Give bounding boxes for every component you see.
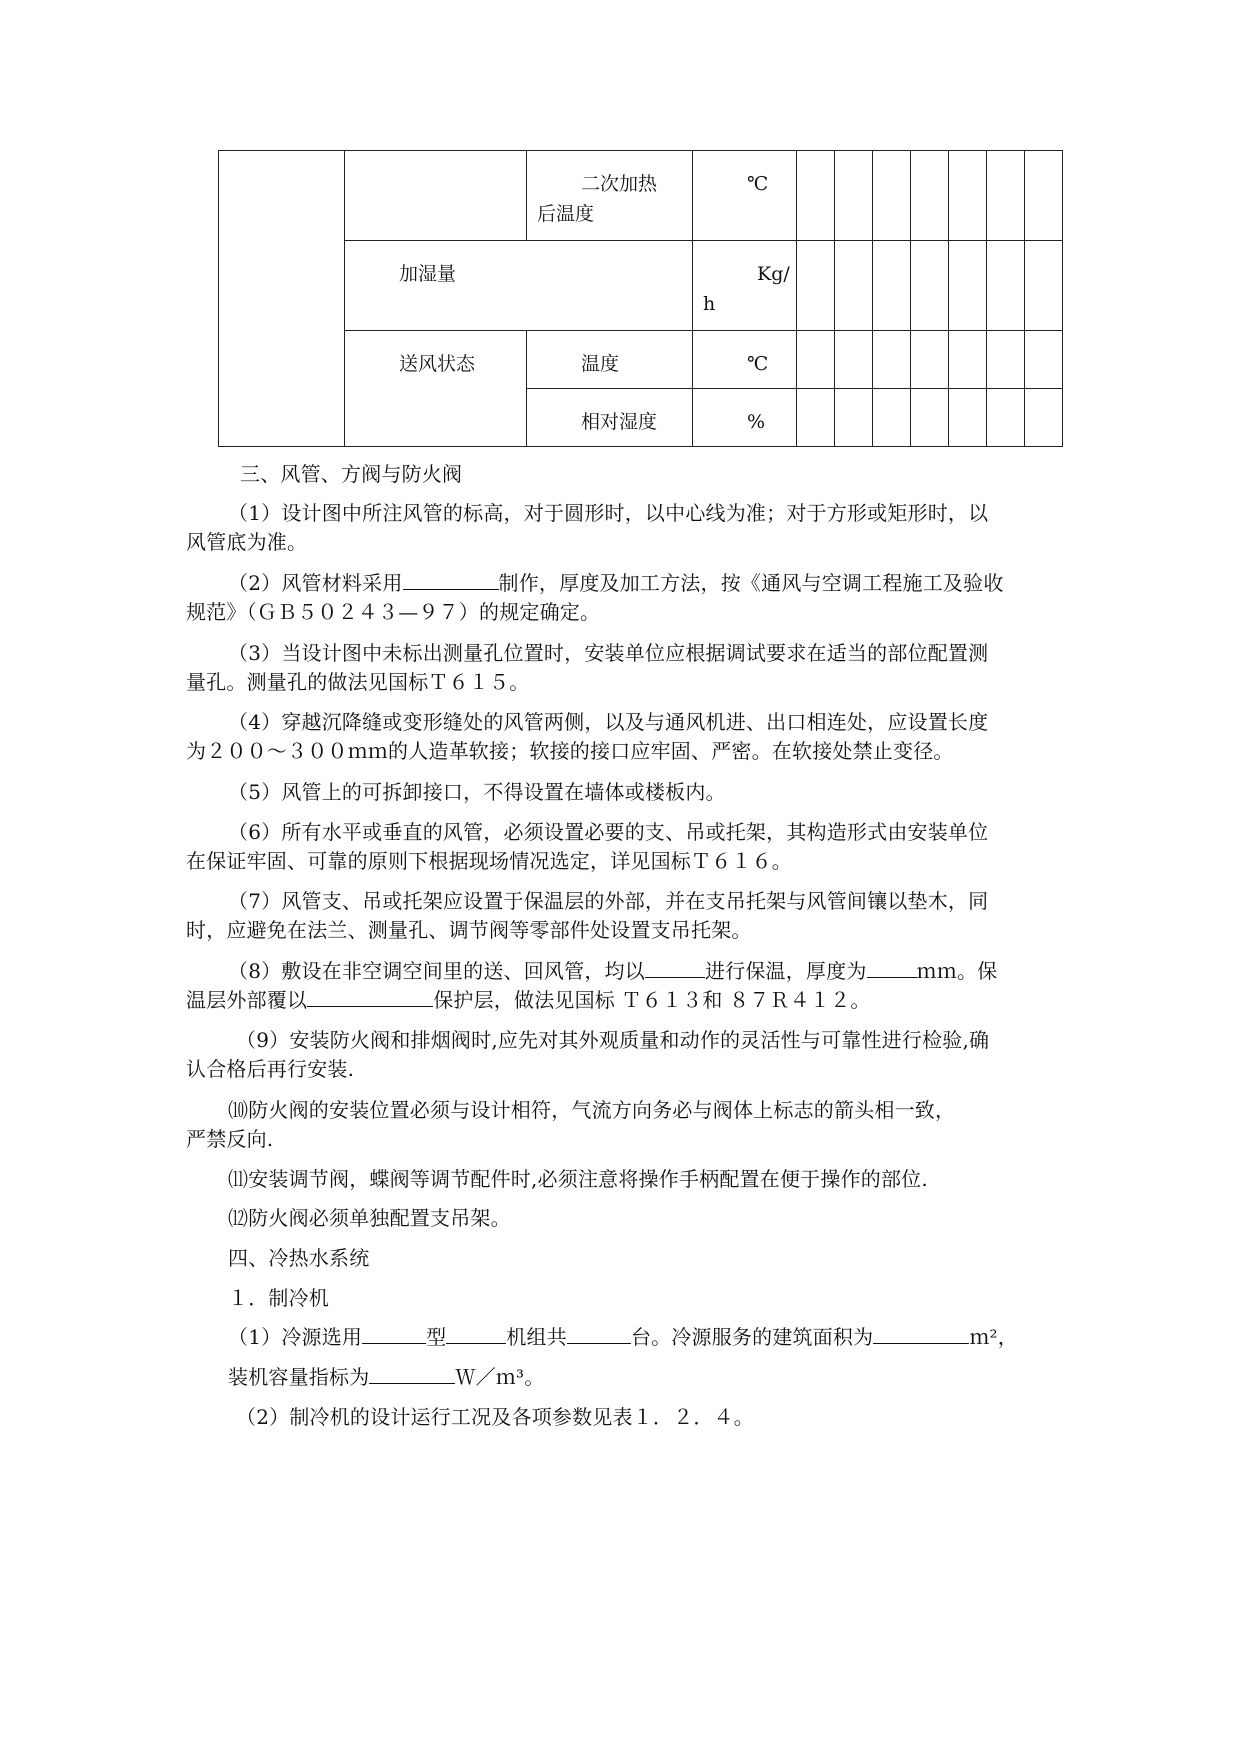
table-cell bbox=[527, 331, 693, 389]
unit-label-cont: h bbox=[703, 293, 716, 315]
text: （8）敷设在非空调空间里的送、回风管，均以 bbox=[228, 959, 645, 983]
text: 装机容量指标为 bbox=[228, 1365, 370, 1389]
value-cell[interactable] bbox=[873, 151, 911, 241]
parameter-table bbox=[218, 150, 1063, 447]
text: 机组共 bbox=[506, 1325, 567, 1349]
value-cell[interactable] bbox=[873, 389, 911, 447]
row-label: 加湿量 bbox=[399, 263, 457, 285]
text: 制作，厚度及加工方法，按《通风与空调工程施工及验收 bbox=[498, 571, 1004, 595]
paragraph-line: 风管底为准。 bbox=[186, 530, 308, 554]
fill-blank[interactable] bbox=[403, 569, 499, 590]
table-cell bbox=[219, 151, 345, 447]
paragraph-line: ⑿防火阀必须单独配置支吊架。 bbox=[228, 1206, 511, 1230]
value-cell[interactable] bbox=[835, 151, 873, 241]
value-cell[interactable] bbox=[911, 389, 949, 447]
value-cell[interactable] bbox=[797, 331, 835, 389]
fill-blank[interactable] bbox=[567, 1323, 631, 1344]
table-cell bbox=[693, 241, 797, 331]
value-cell[interactable] bbox=[1025, 331, 1063, 389]
value-cell[interactable] bbox=[949, 331, 987, 389]
row-label: 二次加热 bbox=[581, 173, 658, 195]
paragraph-line bbox=[228, 956, 997, 986]
text: 型 bbox=[426, 1325, 447, 1349]
row-label-cont: 后温度 bbox=[537, 203, 595, 225]
text: ｍｍ。保 bbox=[916, 959, 998, 983]
fill-blank[interactable] bbox=[307, 986, 433, 1007]
paragraph-line: 在保证牢固、可靠的原则下根据现场情况选定，详见国标Ｔ６１６。 bbox=[186, 849, 792, 873]
value-cell[interactable] bbox=[1025, 151, 1063, 241]
value-cell[interactable] bbox=[949, 389, 987, 447]
paragraph-line: （5）风管上的可拆卸接口，不得设置在墙体或楼板内。 bbox=[228, 780, 726, 804]
value-cell[interactable] bbox=[987, 331, 1025, 389]
value-cell[interactable] bbox=[797, 151, 835, 241]
text: Ｗ／ｍ³。 bbox=[455, 1365, 545, 1389]
fill-blank[interactable] bbox=[369, 1363, 455, 1384]
value-cell[interactable] bbox=[835, 331, 873, 389]
value-cell[interactable] bbox=[797, 389, 835, 447]
table-cell bbox=[345, 151, 527, 241]
value-cell[interactable] bbox=[835, 241, 873, 331]
value-cell[interactable] bbox=[873, 331, 911, 389]
paragraph-line bbox=[186, 985, 871, 1015]
table-cell bbox=[527, 389, 693, 447]
fill-blank[interactable] bbox=[362, 1323, 426, 1344]
paragraph-line: （1）设计图中所注风管的标高，对于圆形时，以中心线为准；对于方形或矩形时，以 bbox=[228, 501, 989, 525]
paragraph-line: 为２００～３００ｍｍ的人造革软接；软接的接口应牢固、严密。在软接处禁止变径。 bbox=[186, 739, 954, 763]
fill-blank[interactable] bbox=[873, 1323, 969, 1344]
table-cell bbox=[345, 331, 527, 447]
value-cell[interactable] bbox=[1025, 389, 1063, 447]
value-cell[interactable] bbox=[949, 151, 987, 241]
value-cell[interactable] bbox=[949, 241, 987, 331]
paragraph-line: （3）当设计图中未标出测量孔位置时，安装单位应根据调试要求在适当的部位配置测 bbox=[228, 641, 989, 665]
value-cell[interactable] bbox=[1025, 241, 1063, 331]
section-heading: 四、冷热水系统 bbox=[228, 1246, 370, 1270]
row-label: 温度 bbox=[581, 353, 620, 375]
paragraph-line bbox=[228, 568, 1004, 598]
group-label: 送风状态 bbox=[399, 353, 476, 375]
table-cell bbox=[693, 331, 797, 389]
fill-blank[interactable] bbox=[645, 957, 705, 978]
fill-blank[interactable] bbox=[446, 1323, 506, 1344]
value-cell[interactable] bbox=[835, 389, 873, 447]
table-cell bbox=[527, 151, 693, 241]
table-row bbox=[219, 331, 1063, 389]
paragraph-line: 认合格后再行安装. bbox=[186, 1057, 355, 1081]
unit-label: % bbox=[747, 411, 766, 433]
paragraph-line bbox=[228, 1322, 1018, 1352]
paragraph-line: 时，应避免在法兰、测量孔、调节阀等零部件处设置支吊托架。 bbox=[186, 918, 752, 942]
paragraph-line: （7）风管支、吊或托架应设置于保温层的外部，并在支吊托架与风管间镶以垫木，同 bbox=[228, 889, 989, 913]
paragraph-line: 规范》（ＧＢ５０２４３—９７）的规定确定。 bbox=[186, 600, 601, 624]
text: （1）冷源选用 bbox=[228, 1325, 363, 1349]
table-row bbox=[219, 151, 1063, 241]
table-row bbox=[219, 241, 1063, 331]
row-label: 相对湿度 bbox=[581, 411, 658, 433]
value-cell[interactable] bbox=[911, 241, 949, 331]
table-cell bbox=[345, 241, 693, 331]
value-cell[interactable] bbox=[987, 151, 1025, 241]
text: 保护层，做法见国标 Ｔ６１３和 ８７Ｒ４１２。 bbox=[433, 988, 871, 1012]
table-cell bbox=[693, 151, 797, 241]
unit-label: Kg/ bbox=[757, 263, 790, 285]
unit-label: ℃ bbox=[747, 173, 769, 195]
table-cell bbox=[693, 389, 797, 447]
paragraph-line: 量孔。测量孔的做法见国标Ｔ６１５。 bbox=[186, 670, 530, 694]
text: （2）风管材料采用 bbox=[228, 571, 403, 595]
text: 台。冷源服务的建筑面积为 bbox=[630, 1325, 874, 1349]
unit-label: ℃ bbox=[747, 353, 769, 375]
paragraph-line: （2）制冷机的设计运行工况及各项参数见表１．２．４。 bbox=[236, 1405, 754, 1429]
text: 进行保温，厚度为 bbox=[704, 959, 867, 983]
paragraph-line bbox=[228, 1362, 544, 1392]
subsection-heading: １．制冷机 bbox=[228, 1286, 329, 1310]
fill-blank[interactable] bbox=[867, 957, 917, 978]
paragraph-line: （4）穿越沉降缝或变形缝处的风管两侧，以及与通风机进、出口相连处，应设置长度 bbox=[228, 710, 989, 734]
paragraph-line: ⑾安装调节阀，蝶阀等调节配件时,必须注意将操作手柄配置在便于操作的部位. bbox=[228, 1167, 928, 1191]
value-cell[interactable] bbox=[873, 241, 911, 331]
paragraph-line: （6）所有水平或垂直的风管，必须设置必要的支、吊或托架，其构造形式由安装单位 bbox=[228, 820, 989, 844]
value-cell[interactable] bbox=[797, 241, 835, 331]
paragraph-line: （9）安装防火阀和排烟阀时,应先对其外观质量和动作的灵活性与可靠性进行检验,确 bbox=[236, 1028, 990, 1052]
text: ｍ²， bbox=[969, 1325, 1018, 1349]
paragraph-line: 严禁反向. bbox=[186, 1127, 274, 1151]
value-cell[interactable] bbox=[911, 151, 949, 241]
paragraph-line: ⑽防火阀的安装位置必须与设计相符，气流方向务必与阀体上标志的箭头相一致， bbox=[228, 1098, 956, 1122]
value-cell[interactable] bbox=[911, 331, 949, 389]
section-heading: 三、风管、方阀与防火阀 bbox=[240, 462, 463, 486]
value-cell[interactable] bbox=[987, 241, 1025, 331]
text: 温层外部覆以 bbox=[186, 988, 308, 1012]
value-cell[interactable] bbox=[987, 389, 1025, 447]
